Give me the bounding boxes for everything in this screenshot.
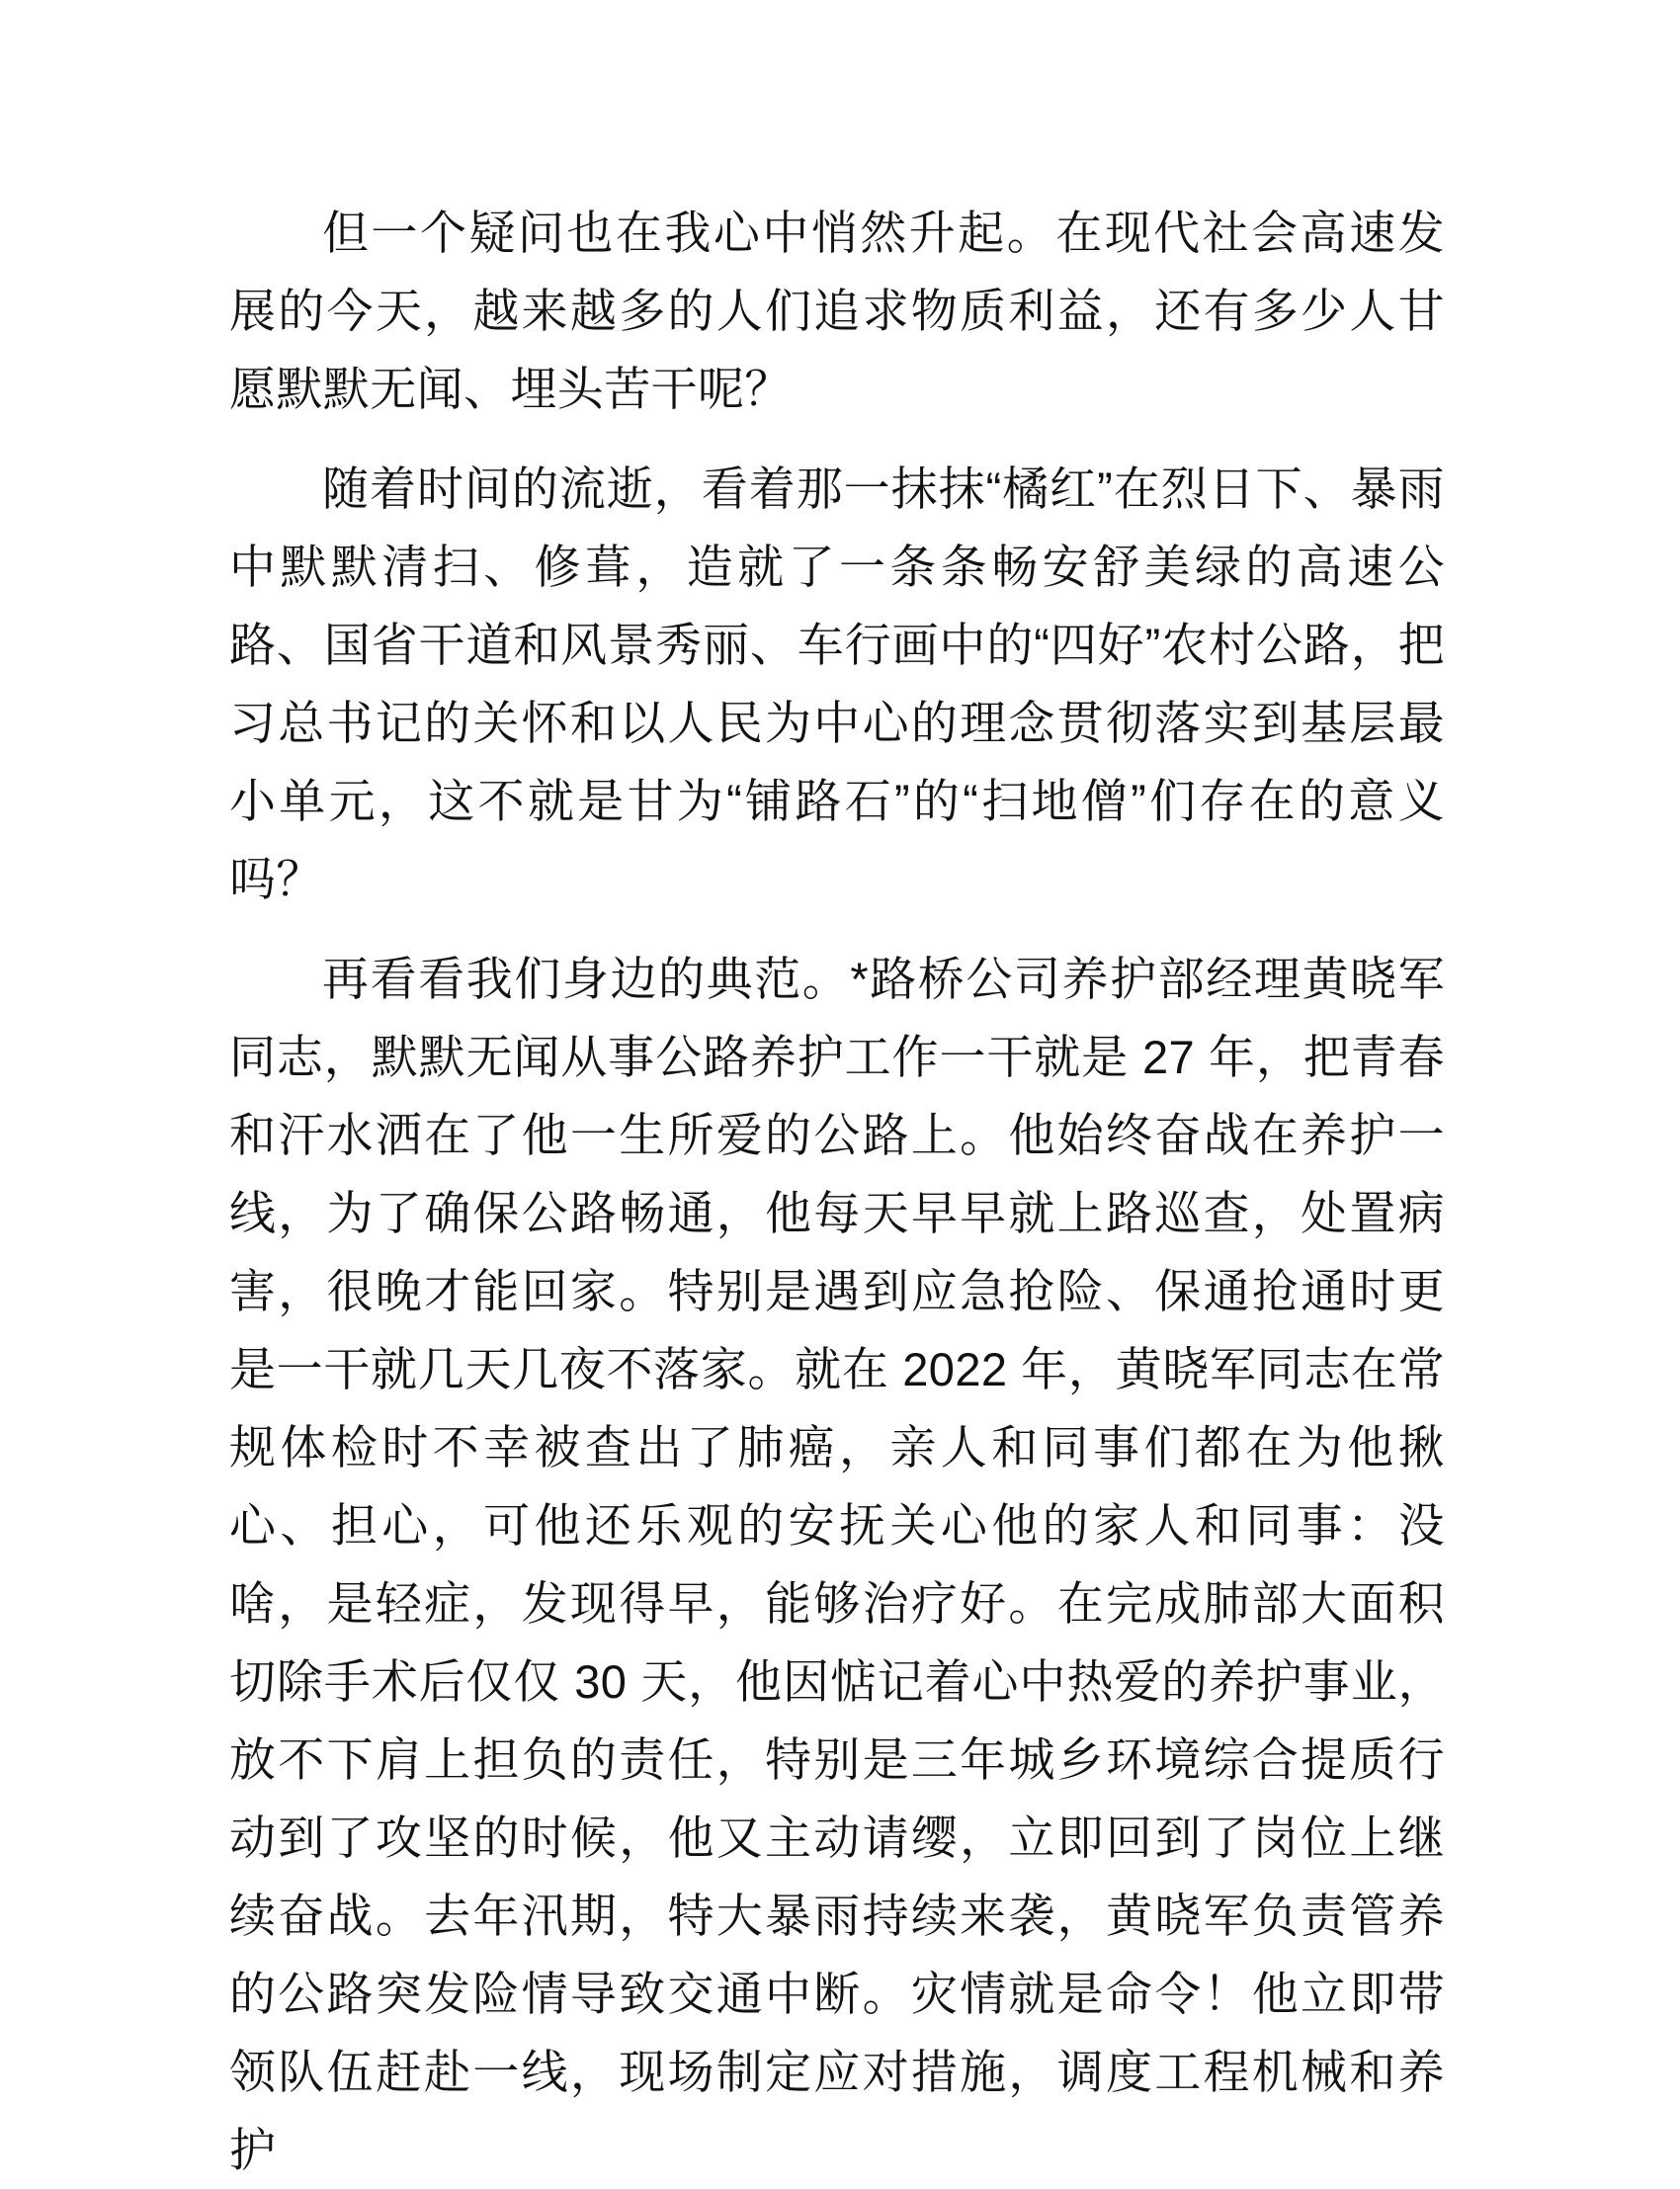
paragraph: 再看看我们身边的典范。*路桥公司养护部经理黄晓军同志，默默无闻从事公路养护工作一干就是 27 年，把青春和汗水洒在了他一生所爱的公路上。他始终奋战在养护一线，为了确保公路畅通，他每天早早就上路巡查，处置病害，很晚才能回家。特别是遇到应急抢险、保通抢通时更是一干就几天几夜不落家。就在 2022 年，黄晓军同志在常规体检时不幸被查出了肺癌，亲人和同事们都在为他揪心、担心，可他还乐观的安抚关心他的家人和同事：没啥，是轻症，发现得早，能够治疗好。在完成肺部大面积切除手术后仅仅 30 天，他因惦记着心中热爱的养护事业，放不下肩上担负的责任，特别是三年城乡环境综合提质行动到了攻坚的时候，他又主动请缨，立即回到了岗位上继续奋战。去年汛期，特大暴雨持续来袭，黄晓军负责管养的公路突发险情导致交通中断。灾情就是命令！他立即带领队伍赶赴一线，现场制定应对措施，调度工程机械和养护 [229,953,1445,2176]
paragraph: 随着时间的流逝，看着那一抹抹“橘红”在烈日下、暴雨中默默清扫、修葺，造就了一条条畅安舒美绿的高速公路、国省干道和风景秀丽、车行画中的“四好”农村公路，把习总书记的关怀和以人民为中心的理念贯彻落实到基层最小单元，这不就是甘为“铺路石”的“扫地僧”们存在的意义吗？ [229,463,1445,905]
paragraph: 但一个疑问也在我心中悄然升起。在现代社会高速发展的今天，越来越多的人们追求物质利益，还有多少人甘愿默默无闻、埋头苦干呢？ [229,207,1445,415]
page-text-body [229,194,1445,2189]
